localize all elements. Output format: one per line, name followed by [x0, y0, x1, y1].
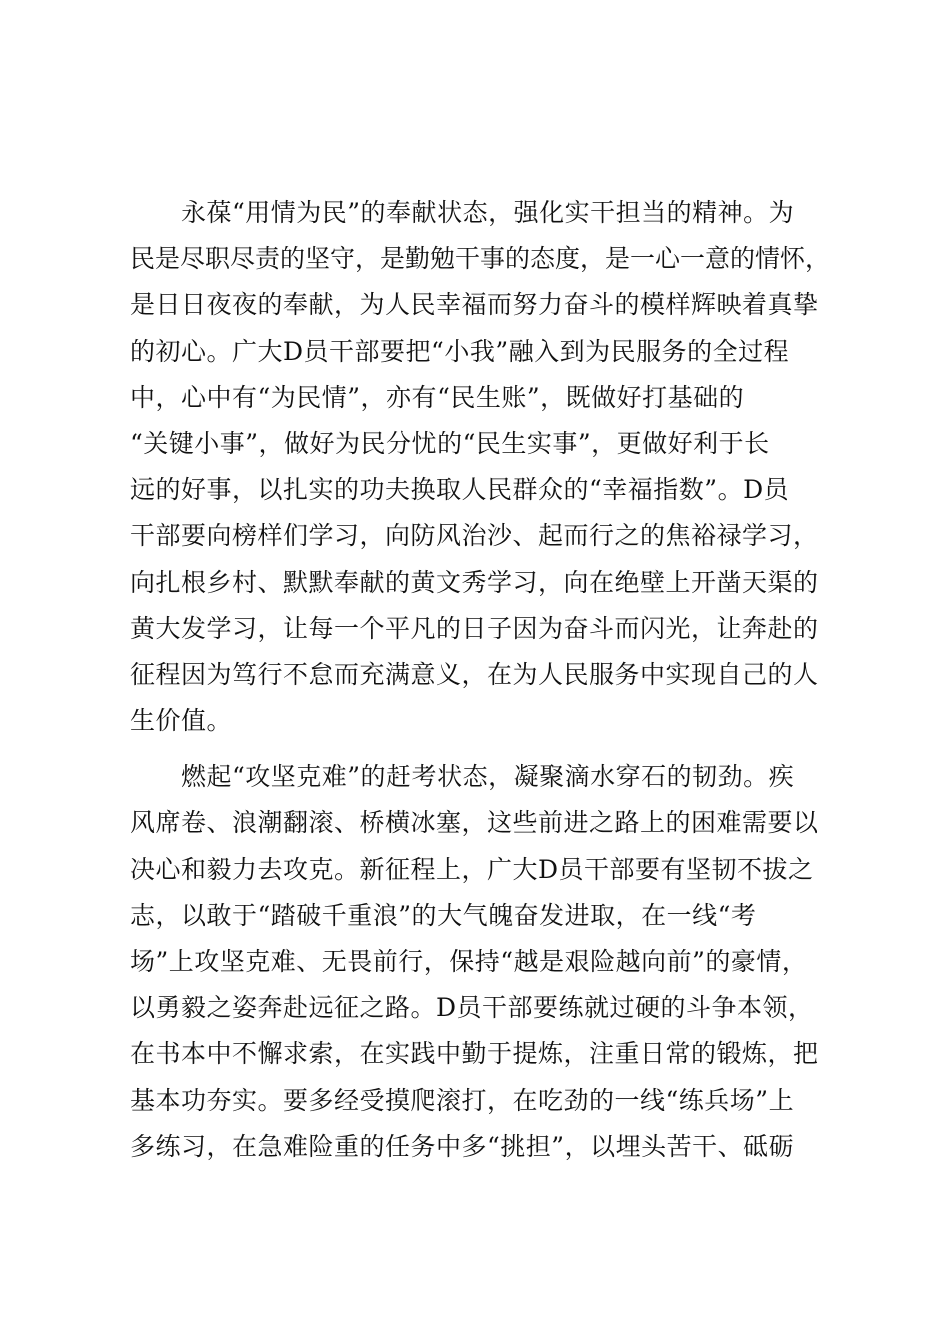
text-line: 多练习，在急难险重的任务中多“挑担”，以埋头苦干、砥砺 [130, 1131, 795, 1161]
text-line: 中，心中有“为民情”，亦有“民生账”，既做好打基础的 [130, 382, 745, 412]
text-line: 以勇毅之姿奔赴远征之路。D员干部要练就过硬的斗争本领， [130, 993, 814, 1023]
text-line: 永葆“用情为民”的奉献状态，强化实干担当的精神。为 [130, 198, 795, 227]
paragraph-1 [130, 190, 830, 744]
text-line: 决心和毅力去攻克。新征程上，广大D员干部要有坚韧不拔之 [130, 854, 814, 884]
text-line: 风席卷、浪潮翻滚、桥横冰塞，这些前进之路上的困难需要以 [130, 808, 819, 838]
text-line: 志，以敢于“踏破千重浪”的大气魄奋发进取，在一线“考 [130, 900, 757, 930]
paragraph-gap [130, 744, 830, 754]
text-line: 在书本中不懈求索，在实践中勤于提炼，注重日常的锻炼，把 [130, 1039, 819, 1069]
text-line: 远的好事，以扎实的功夫换取人民群众的“幸福指数”。D员 [130, 475, 790, 505]
text-line: 向扎根乡村、默默奉献的黄文秀学习，向在绝壁上开凿天渠的 [130, 567, 819, 597]
text-line: 基本功夯实。要多经受摸爬滚打，在吃劲的一线“练兵场”上 [130, 1085, 795, 1115]
text-line: 征程因为笃行不怠而充满意义，在为人民服务中实现自己的人 [130, 659, 819, 689]
text-line: “关键小事”，做好为民分忧的“民生实事”，更做好利于长 [130, 428, 770, 458]
text-line: 民是尽职尽责的坚守，是勤勉干事的态度，是一心一意的情怀， [130, 244, 831, 274]
text-line: 生价值。 [130, 706, 233, 736]
body-text [130, 190, 830, 1170]
paragraph-2 [130, 754, 830, 1170]
text-line: 场”上攻坚克难、无畏前行，保持“越是艰险越向前”的豪情， [130, 947, 808, 976]
text-line: 的初心。广大D员干部要把“小我”融入到为民服务的全过程 [130, 336, 790, 366]
text-line: 燃起“攻坚克难”的赶考状态，凝聚滴水穿石的韧劲。疾 [130, 762, 795, 792]
text-line: 黄大发学习，让每一个平凡的日子因为奋斗而闪光，让奔赴的 [130, 613, 819, 643]
text-line: 是日日夜夜的奉献，为人民幸福而努力奋斗的模样辉映着真挚 [130, 290, 819, 320]
text-line: 干部要向榜样们学习，向防风治沙、起而行之的焦裕禄学习， [130, 521, 819, 551]
